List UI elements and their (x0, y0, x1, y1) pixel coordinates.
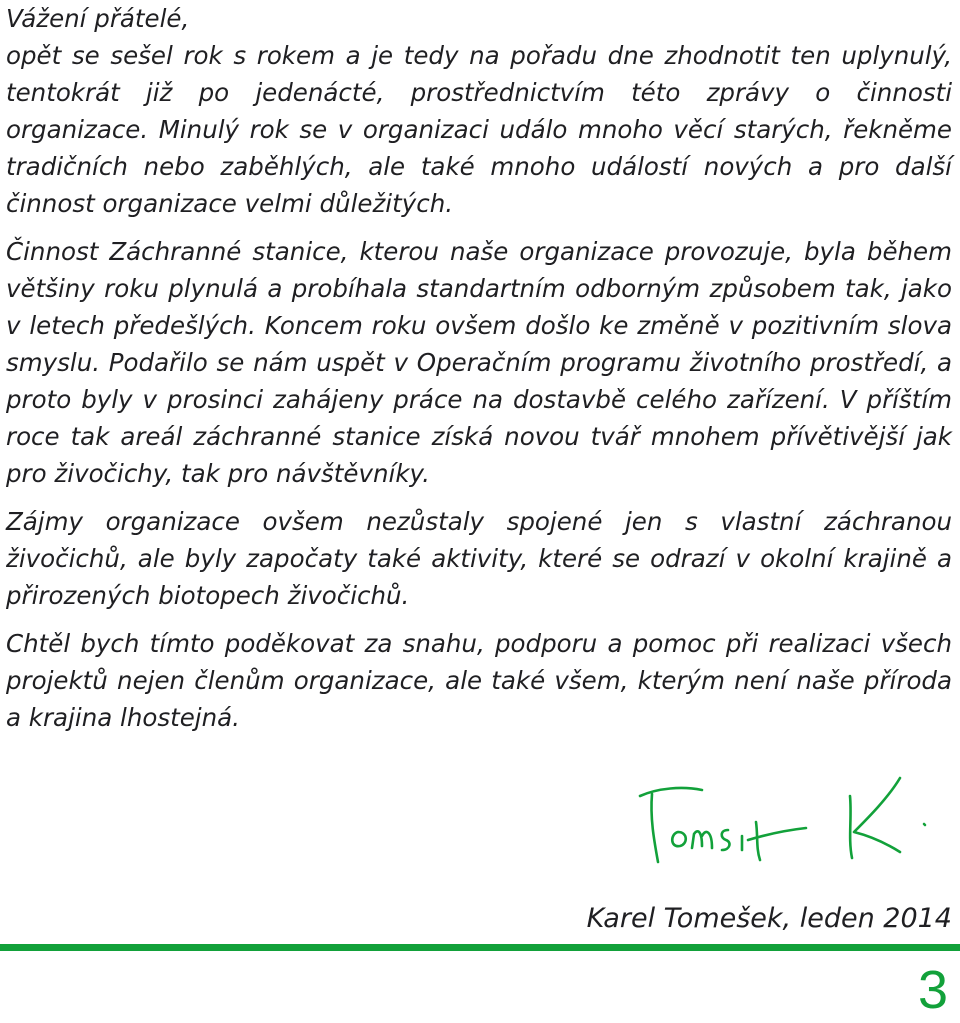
letter-body (6, 0, 952, 736)
paragraph-thanks: Chtěl bych tímto poděkovat za snahu, podporu a pomoc při realizaci všech projektů nejen členům organizace, ale také všem, kterým není naše příroda a krajina lhostejná. (6, 629, 952, 732)
page-number: 3 (917, 960, 948, 1020)
paragraph-rescue-station: Činnost Záchranné stanice, kterou naše organizace provozuje, byla během většiny roku plynulá a probíhala standartním odborným způsobem tak, jako v letech předešlých. Koncem roku ovšem došlo ke změně v pozitivním slova smyslu. Podařilo se nám uspět v Operačním programu životního prostředí, a proto byly v prosinci zahájeny práce na dostavbě celého zařízení. V příštím roce tak areál záchranné stanice získá novou tvář mnohem přívětivější jak pro živočichy, tak pro návštěvníky. (6, 237, 952, 488)
signature-name-date: Karel Tomešek, leden 2014 (586, 903, 952, 934)
letter-greeting: Vážení přátelé, (6, 4, 190, 33)
handwritten-signature (638, 774, 938, 874)
paragraph-intro: opět se sešel rok s rokem a je tedy na pořadu dne zhodnotit ten uplynulý, tentokrát již po jedenácté, prostřednictvím této zprávy o činnosti organizace. Minulý rok se v organizaci událo mnoho věcí starých, řekněme tradičních nebo zaběhlých, ale také mnoho událostí nových a pro další činnost organizace velmi důležitých. (6, 41, 952, 218)
paragraph-interests: Zájmy organizace ovšem nezůstaly spojené jen s vlastní záchranou živočichů, ale byly započaty také aktivity, které se odrazí v okolní krajině a přirozených biotopech živočichů. (6, 507, 952, 610)
footer-divider (0, 944, 960, 951)
